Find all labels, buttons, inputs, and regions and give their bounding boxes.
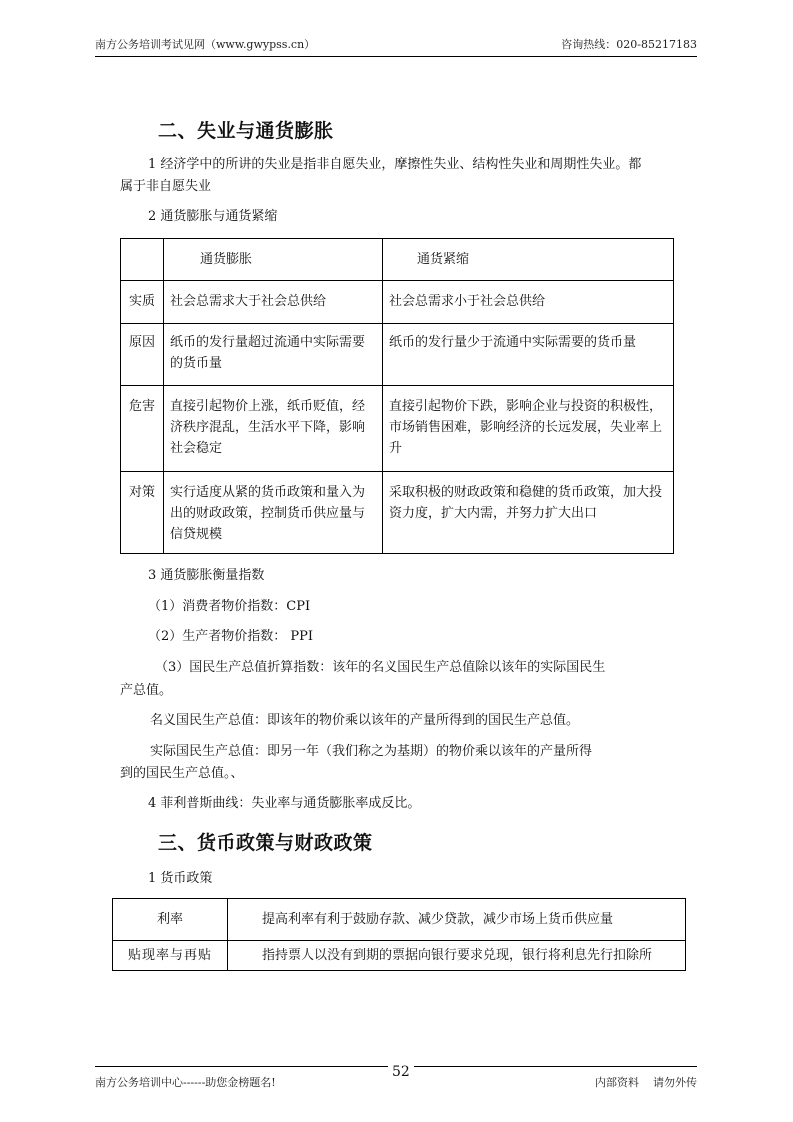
paragraph-nominal-gnp: 名义国民生产总值：即该年的物价乘以该年的产量所得到的国民生产总值。 <box>150 713 580 728</box>
paragraph-gnp-deflator-line1: （3）国民生产总值折算指数：该年的名义国民生产总值除以该年的实际国民生 <box>155 660 606 675</box>
paragraph-unemployment-line2: 属于非自愿失业 <box>120 179 212 194</box>
cell-deflation-countermeasure: 采取积极的财政政策和稳健的货币政策，加大投资力度，扩大内需，并努力扩大出口 <box>383 472 674 554</box>
paragraph-gnp-deflator-line2: 产总值。 <box>120 683 173 698</box>
row-label-countermeasure: 对策 <box>121 472 164 554</box>
paragraph-ppi: （2）生产者物价指数： PPI <box>148 629 314 644</box>
header-hotline: 咨询热线：020-85217183 <box>561 38 697 51</box>
row-label-essence: 实质 <box>121 281 164 324</box>
table-row <box>121 472 674 554</box>
footer-slogan: 南方公务培训中心------助您金榜题名! <box>95 1076 276 1089</box>
table-row <box>121 324 674 386</box>
cell-inflation-cause: 纸币的发行量超过流通中实际需要的货币量 <box>164 324 383 386</box>
table-row <box>113 899 686 941</box>
table-header-inflation: 通货膨胀 <box>164 239 383 281</box>
row-label-interest-rate: 利率 <box>113 899 228 941</box>
row-label-discount-rate: 贴现率与再贴 <box>113 941 228 971</box>
cell-inflation-countermeasure: 实行适度从紧的货币政策和量入为出的财政政策，控制货币供应量与信贷规模 <box>164 472 383 554</box>
page-number: 52 <box>388 1064 414 1080</box>
cell-deflation-cause: 纸币的发行量少于流通中实际需要的货币量 <box>383 324 674 386</box>
paragraph-real-gnp-line1: 实际国民生产总值：即另一年（我们称之为基期）的物价乘以该年的产量所得 <box>150 744 593 759</box>
header-site-name: 南方公务培训考试见网（www.gwypss.cn） <box>95 38 316 51</box>
row-label-cause: 原因 <box>121 324 164 386</box>
paragraph-inflation-index: 3 通货膨胀衡量指数 <box>148 568 265 583</box>
paragraph-monetary-policy: 1 货币政策 <box>148 871 213 886</box>
table-row <box>121 281 674 324</box>
cell-discount-rate: 指持票人以没有到期的票据向银行要求兑现，银行将利息先行扣除所 <box>228 941 686 971</box>
table-header-corner <box>121 239 164 281</box>
cell-inflation-essence: 社会总需求大于社会总供给 <box>164 281 383 324</box>
paragraph-phillips-curve: 4 菲利普斯曲线：失业率与通货膨胀率成反比。 <box>148 796 421 811</box>
paragraph-inflation-deflation: 2 通货膨胀与通货紧缩 <box>148 209 278 224</box>
cell-interest-rate: 提高利率有利于鼓励存款、减少贷款，减少市场上货币供应量 <box>228 899 686 941</box>
table-header-deflation: 通货紧缩 <box>383 239 674 281</box>
paragraph-real-gnp-line2: 到的国民生产总值。、 <box>120 766 244 781</box>
paragraph-unemployment-line1: 1 经济学中的所讲的失业是指非自愿失业，摩擦性失业、结构性失业和周期性失业。都 <box>148 157 642 172</box>
row-label-harm: 危害 <box>121 386 164 472</box>
table-row <box>113 941 686 971</box>
cell-deflation-harm: 直接引起物价下跌，影响企业与投资的积极性，市场销售困难，影响经济的长远发展，失业率上升 <box>383 386 674 472</box>
monetary-policy-table <box>112 898 686 971</box>
cell-deflation-essence: 社会总需求小于社会总供给 <box>383 281 674 324</box>
table-row <box>121 386 674 472</box>
header-rule <box>95 56 697 57</box>
cell-inflation-harm: 直接引起物价上涨，纸币贬值，经济秩序混乱，生活水平下降，影响社会稳定 <box>164 386 383 472</box>
section-heading-unemployment-inflation: 二、失业与通货膨胀 <box>158 120 334 142</box>
paragraph-cpi: （1）消费者物价指数：CPI <box>148 599 311 614</box>
inflation-deflation-table <box>120 238 674 554</box>
footer-confidential-note: 内部资料 请勿外传 <box>595 1076 697 1089</box>
table-header-row <box>121 239 674 281</box>
section-heading-monetary-fiscal-policy: 三、货币政策与财政政策 <box>158 832 373 854</box>
